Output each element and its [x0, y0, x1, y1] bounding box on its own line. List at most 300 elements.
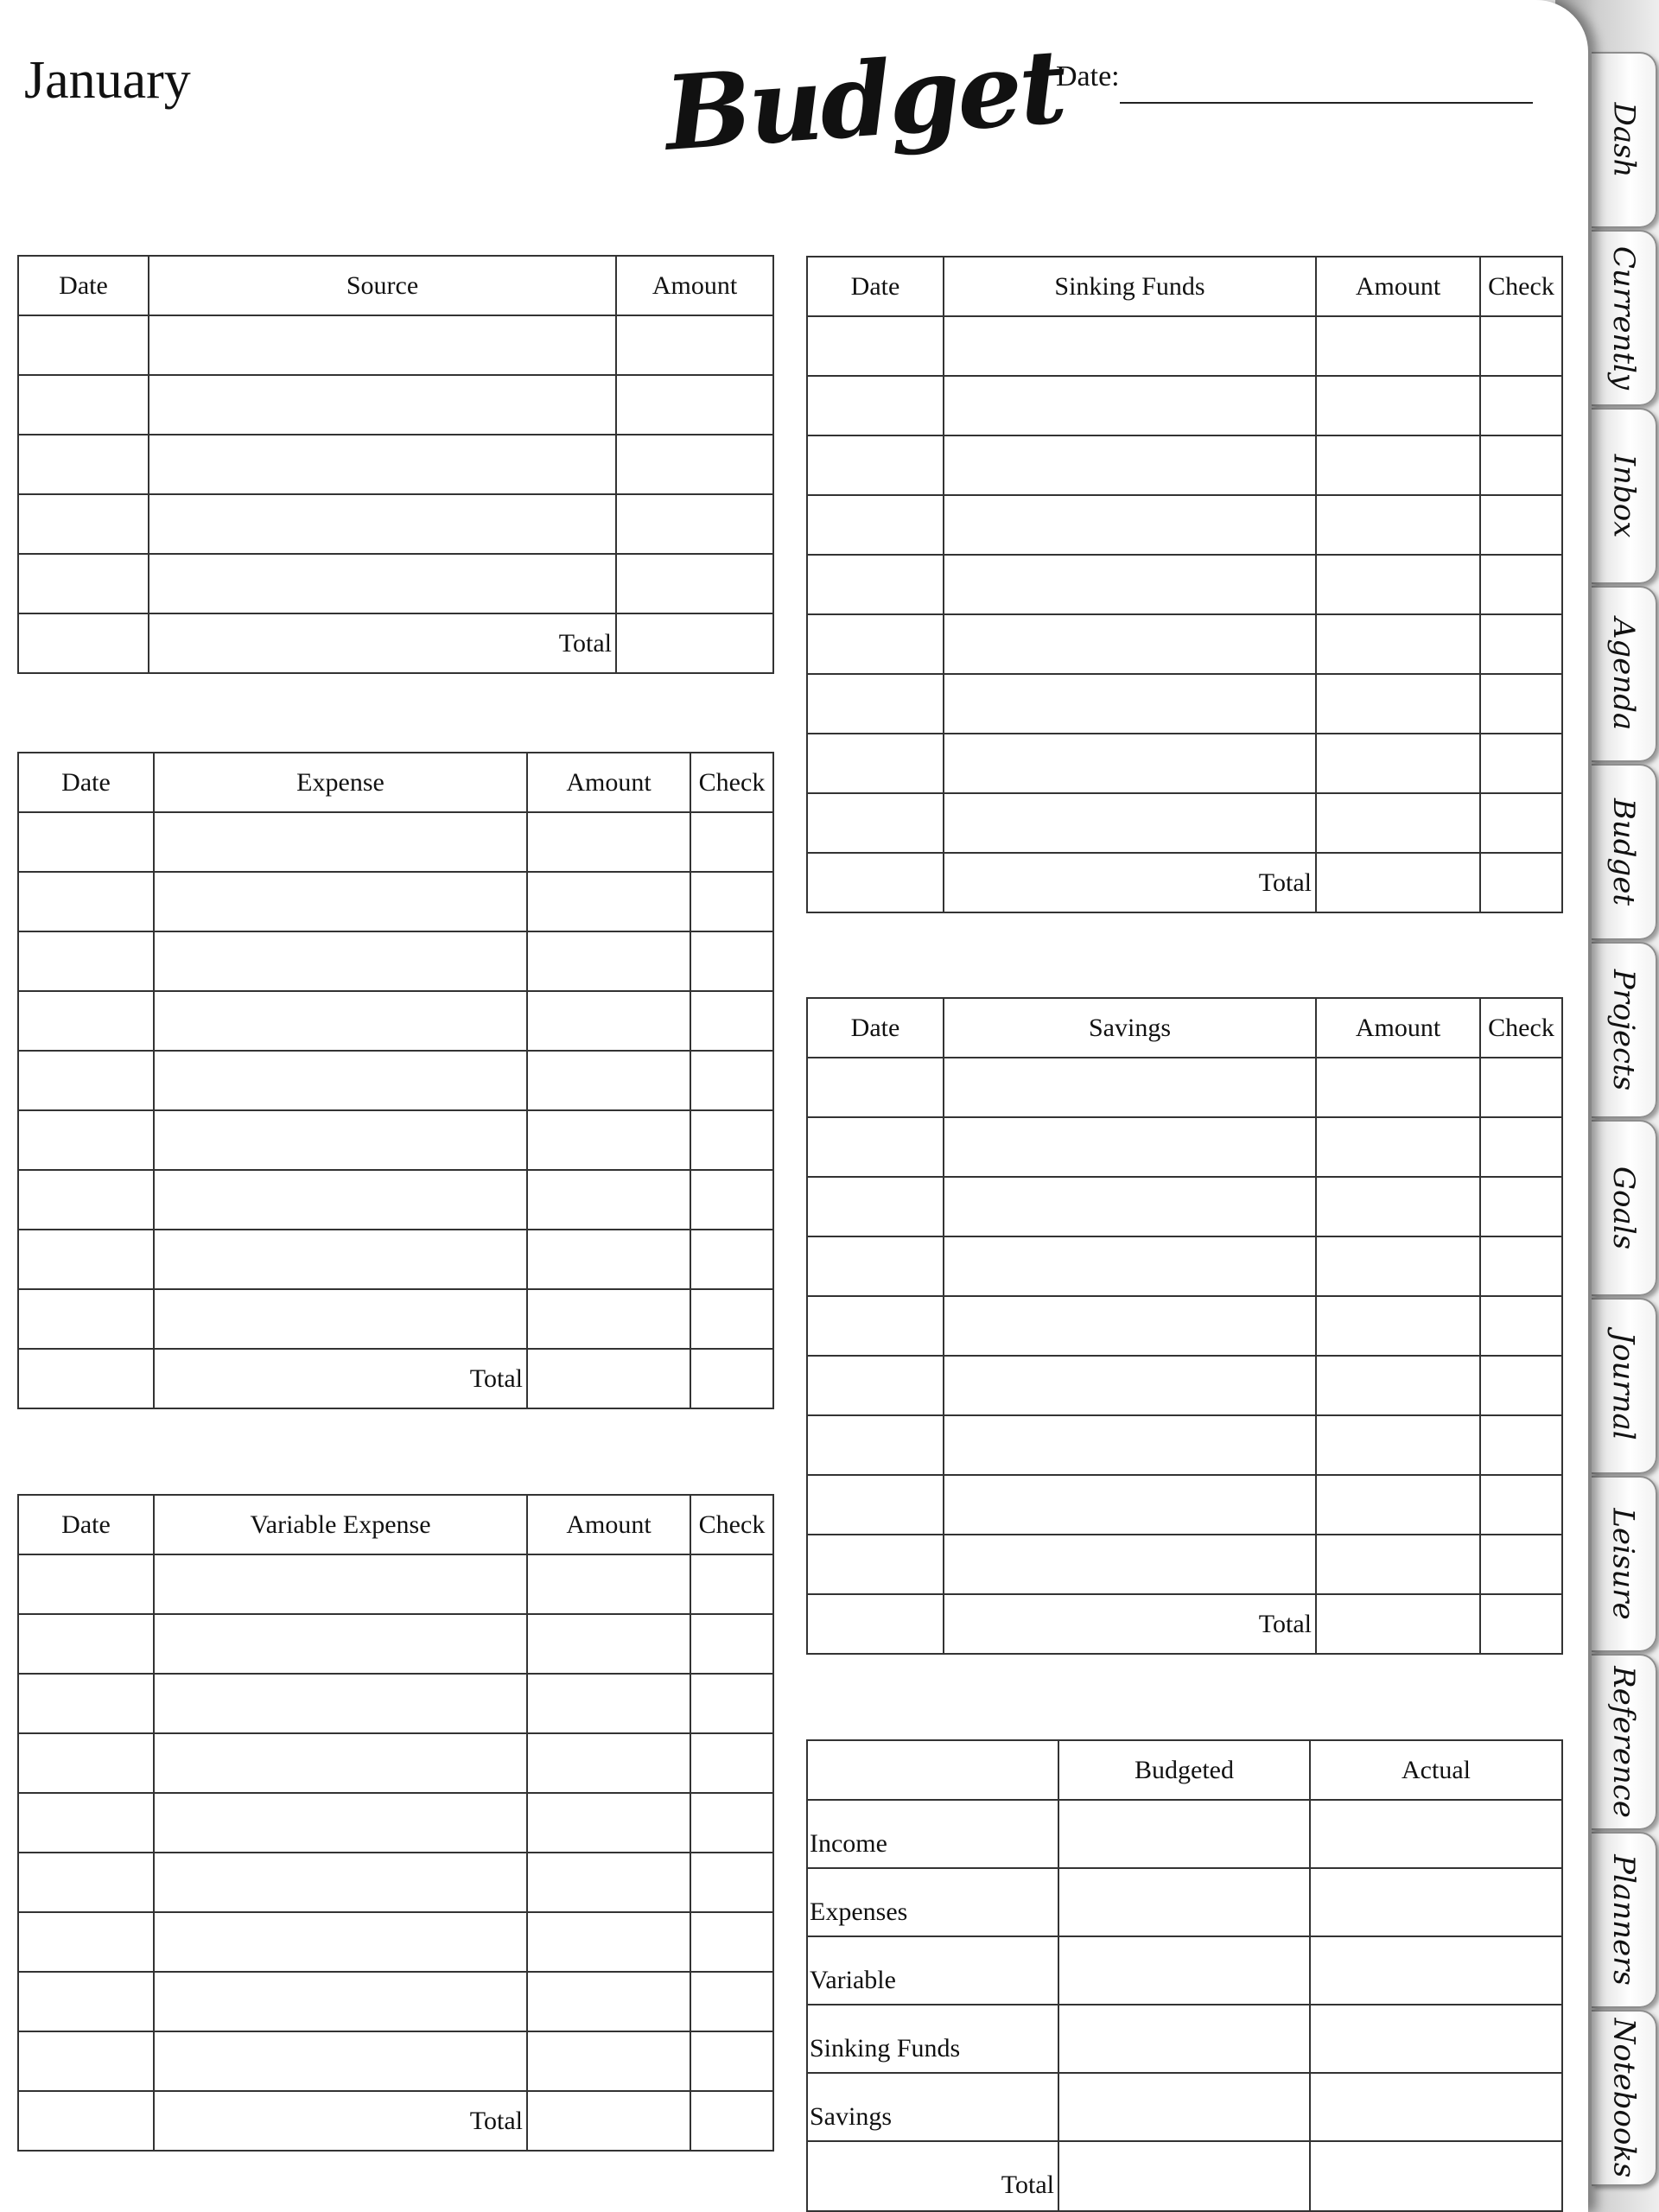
entry-cell[interactable] [1480, 316, 1562, 376]
entry-cell[interactable] [527, 872, 690, 931]
budgeted-cell[interactable] [1058, 1800, 1310, 1868]
entry-cell[interactable] [1480, 1415, 1562, 1475]
total-value-cell[interactable] [690, 1349, 773, 1408]
tab-inbox[interactable] [1592, 408, 1657, 584]
entry-cell[interactable] [807, 1415, 944, 1475]
entry-cell[interactable] [944, 734, 1316, 793]
total-value-cell[interactable] [1480, 853, 1562, 912]
table-row [807, 555, 1562, 614]
column-header: Check [690, 1495, 773, 1554]
entry-cell[interactable] [149, 315, 616, 375]
column-header: Check [1480, 998, 1562, 1058]
summary-row-label: Sinking Funds [807, 2005, 1058, 2073]
total-row [18, 1349, 773, 1408]
tab-label: Journal [1606, 1332, 1642, 1440]
entry-cell[interactable] [1316, 734, 1480, 793]
table-row [807, 1058, 1562, 1117]
entry-cell[interactable] [527, 812, 690, 872]
entry-cell[interactable] [690, 1853, 773, 1912]
table-row [807, 1356, 1562, 1415]
column-header: Variable Expense [154, 1495, 527, 1554]
entry-cell[interactable] [527, 1289, 690, 1349]
entry-cell[interactable] [690, 1674, 773, 1733]
actual-cell[interactable] [1310, 2005, 1562, 2073]
total-value-cell[interactable] [1316, 853, 1480, 912]
entry-cell[interactable] [1480, 793, 1562, 853]
entry-cell[interactable] [1480, 1475, 1562, 1535]
entry-cell[interactable] [1316, 1236, 1480, 1296]
table-row [18, 1614, 773, 1674]
summary-row-label: Variable [807, 1936, 1058, 2005]
entry-cell[interactable] [1316, 793, 1480, 853]
entry-cell[interactable] [690, 1230, 773, 1289]
tab-label: Planners [1606, 1854, 1642, 1986]
tab-planners[interactable] [1592, 1832, 1657, 2008]
entry-cell[interactable] [807, 1594, 944, 1654]
entry-cell[interactable] [154, 1793, 527, 1853]
entry-cell[interactable] [154, 931, 527, 991]
entry-cell[interactable] [527, 931, 690, 991]
entry-cell[interactable] [690, 1554, 773, 1614]
table-row [807, 734, 1562, 793]
entry-cell[interactable] [944, 1177, 1316, 1236]
table-row [18, 1170, 773, 1230]
tab-label: Agenda [1606, 617, 1641, 731]
entry-cell[interactable] [154, 1733, 527, 1793]
entry-cell[interactable] [1316, 435, 1480, 495]
entry-cell[interactable] [616, 315, 773, 375]
actual-cell[interactable] [1310, 2073, 1562, 2141]
column-header: Date [807, 257, 944, 316]
entry-cell[interactable] [18, 315, 149, 375]
entry-cell[interactable] [1316, 1415, 1480, 1475]
entry-cell[interactable] [154, 1051, 527, 1110]
entry-cell[interactable] [527, 1051, 690, 1110]
table-row [807, 1296, 1562, 1356]
entry-cell[interactable] [944, 555, 1316, 614]
table-row [807, 1117, 1562, 1177]
entry-cell[interactable] [1316, 674, 1480, 734]
tab-goals[interactable] [1592, 1120, 1657, 1296]
variable-expense-table [17, 1494, 774, 2152]
entry-cell[interactable] [807, 435, 944, 495]
table-row [18, 812, 773, 872]
page-title: Budget [661, 25, 1068, 174]
entry-cell[interactable] [18, 1733, 154, 1793]
entry-cell[interactable] [690, 1051, 773, 1110]
entry-cell[interactable] [154, 991, 527, 1051]
month-label: January [24, 51, 191, 110]
entry-cell[interactable] [1316, 1535, 1480, 1594]
entry-cell[interactable] [944, 376, 1316, 435]
entry-cell[interactable] [527, 1674, 690, 1733]
actual-cell[interactable] [1310, 1800, 1562, 1868]
entry-cell[interactable] [154, 812, 527, 872]
table-row [18, 554, 773, 613]
entry-cell[interactable] [527, 1110, 690, 1170]
entry-cell[interactable] [807, 674, 944, 734]
entry-cell[interactable] [18, 1912, 154, 1972]
entry-cell[interactable] [527, 1170, 690, 1230]
table-row [18, 1733, 773, 1793]
entry-cell[interactable] [154, 1554, 527, 1614]
entry-cell[interactable] [1316, 1117, 1480, 1177]
entry-cell[interactable] [807, 1296, 944, 1356]
entry-cell[interactable] [807, 376, 944, 435]
entry-cell[interactable] [149, 554, 616, 613]
entry-cell[interactable] [18, 1051, 154, 1110]
tab-label: Inbox [1606, 454, 1641, 538]
entry-cell[interactable] [18, 554, 149, 613]
entry-cell[interactable] [1316, 1475, 1480, 1535]
entry-cell[interactable] [807, 1117, 944, 1177]
entry-cell[interactable] [690, 1912, 773, 1972]
entry-cell[interactable] [1480, 495, 1562, 555]
entry-cell[interactable] [690, 1793, 773, 1853]
total-value-cell[interactable] [527, 1349, 690, 1408]
entry-cell[interactable] [1316, 316, 1480, 376]
entry-cell[interactable] [690, 1972, 773, 2031]
table-row [18, 435, 773, 494]
tab-reference[interactable] [1592, 1654, 1657, 1830]
tab-label: Budget [1606, 798, 1642, 906]
entry-cell[interactable] [154, 1230, 527, 1289]
budgeted-cell[interactable] [1058, 2073, 1310, 2141]
entry-cell[interactable] [18, 812, 154, 872]
table-row [807, 316, 1562, 376]
table-row [18, 2031, 773, 2091]
entry-cell[interactable] [807, 734, 944, 793]
entry-cell[interactable] [18, 872, 154, 931]
entry-cell[interactable] [944, 495, 1316, 555]
budgeted-cell[interactable] [1058, 1868, 1310, 1936]
column-header: Budgeted [1058, 1740, 1310, 1800]
entry-cell[interactable] [527, 1230, 690, 1289]
budgeted-cell[interactable] [1058, 2005, 1310, 2073]
table-row [807, 376, 1562, 435]
tab-label: Goals [1606, 1166, 1642, 1250]
entry-cell[interactable] [154, 1170, 527, 1230]
entry-cell[interactable] [807, 1236, 944, 1296]
total-value-cell[interactable] [527, 2091, 690, 2151]
total-row [18, 613, 773, 673]
entry-cell[interactable] [1316, 555, 1480, 614]
date-field-line[interactable] [1120, 102, 1533, 104]
table-row [18, 315, 773, 375]
table-row [18, 1051, 773, 1110]
entry-cell[interactable] [944, 1117, 1316, 1177]
total-value-cell[interactable] [1480, 1594, 1562, 1654]
table-row [18, 1972, 773, 2031]
entry-cell[interactable] [18, 991, 154, 1051]
column-header: Expense [154, 753, 527, 812]
entry-cell[interactable] [807, 614, 944, 674]
entry-cell[interactable] [154, 2031, 527, 2091]
table-row [18, 1912, 773, 1972]
entry-cell[interactable] [944, 793, 1316, 853]
entry-cell[interactable] [18, 2091, 154, 2151]
entry-cell[interactable] [807, 1177, 944, 1236]
entry-cell[interactable] [527, 1733, 690, 1793]
entry-cell[interactable] [944, 1236, 1316, 1296]
table-row [807, 614, 1562, 674]
entry-cell[interactable] [944, 1356, 1316, 1415]
tab-label: Currently [1606, 245, 1641, 391]
entry-cell[interactable] [527, 1853, 690, 1912]
header-row [807, 1740, 1562, 1800]
income-table [17, 255, 774, 674]
column-header: Actual [1310, 1740, 1562, 1800]
header-row [807, 257, 1562, 316]
entry-cell[interactable] [18, 375, 149, 435]
summary-row-label: Expenses [807, 1868, 1058, 1936]
entry-cell[interactable] [807, 793, 944, 853]
entry-cell[interactable] [18, 1110, 154, 1170]
entry-cell[interactable] [690, 1614, 773, 1674]
entry-cell[interactable] [527, 991, 690, 1051]
entry-cell[interactable] [18, 1289, 154, 1349]
total-label: Total [149, 613, 616, 673]
date-label: Date: [1056, 60, 1120, 92]
entry-cell[interactable] [1316, 614, 1480, 674]
entry-cell[interactable] [18, 494, 149, 554]
total-label: Total [944, 1594, 1316, 1654]
column-header: Check [1480, 257, 1562, 316]
entry-cell[interactable] [1480, 1177, 1562, 1236]
table-row [18, 1554, 773, 1614]
entry-cell[interactable] [18, 2031, 154, 2091]
budgeted-total-cell[interactable] [1058, 2141, 1310, 2211]
summary-row [807, 1800, 1562, 1868]
entry-cell[interactable] [944, 674, 1316, 734]
entry-cell[interactable] [690, 1110, 773, 1170]
entry-cell[interactable] [149, 435, 616, 494]
total-value-cell[interactable] [616, 613, 773, 673]
entry-cell[interactable] [1316, 495, 1480, 555]
entry-cell[interactable] [18, 1349, 154, 1408]
total-label: Total [154, 1349, 527, 1408]
entry-cell[interactable] [1316, 376, 1480, 435]
sinking-funds-table [806, 256, 1563, 913]
entry-cell[interactable] [616, 554, 773, 613]
entry-cell[interactable] [154, 1853, 527, 1912]
header-row [18, 1495, 773, 1554]
entry-cell[interactable] [18, 1793, 154, 1853]
entry-cell[interactable] [944, 1535, 1316, 1594]
entry-cell[interactable] [690, 991, 773, 1051]
table-row [18, 1793, 773, 1853]
entry-cell[interactable] [154, 1912, 527, 1972]
entry-cell[interactable] [18, 613, 149, 673]
expense-table [17, 752, 774, 1409]
table-row [807, 1475, 1562, 1535]
table-row [18, 931, 773, 991]
table-row [807, 1236, 1562, 1296]
entry-cell[interactable] [690, 1733, 773, 1793]
total-row [18, 2091, 773, 2151]
tab-currently[interactable] [1592, 230, 1657, 406]
entry-cell[interactable] [944, 614, 1316, 674]
table-row [18, 1289, 773, 1349]
entry-cell[interactable] [690, 872, 773, 931]
column-header: Date [18, 1495, 154, 1554]
entry-cell[interactable] [527, 1972, 690, 2031]
entry-cell[interactable] [807, 1475, 944, 1535]
entry-cell[interactable] [807, 1356, 944, 1415]
entry-cell[interactable] [1480, 1117, 1562, 1177]
entry-cell[interactable] [1316, 1296, 1480, 1356]
entry-cell[interactable] [690, 812, 773, 872]
entry-cell[interactable] [527, 1912, 690, 1972]
entry-cell[interactable] [616, 494, 773, 554]
entry-cell[interactable] [1480, 1058, 1562, 1117]
entry-cell[interactable] [527, 2031, 690, 2091]
column-header: Check [690, 753, 773, 812]
total-value-cell[interactable] [1316, 1594, 1480, 1654]
entry-cell[interactable] [1480, 734, 1562, 793]
column-header: Amount [616, 256, 773, 315]
entry-cell[interactable] [527, 1793, 690, 1853]
tab-leisure[interactable] [1592, 1476, 1657, 1652]
entry-cell[interactable] [154, 1110, 527, 1170]
tab-projects[interactable] [1592, 942, 1657, 1118]
entry-cell[interactable] [154, 872, 527, 931]
entry-cell[interactable] [1480, 376, 1562, 435]
total-label: Total [944, 853, 1316, 912]
entry-cell[interactable] [1480, 674, 1562, 734]
table-row [807, 674, 1562, 734]
column-header: Date [18, 753, 154, 812]
entry-cell[interactable] [18, 1170, 154, 1230]
entry-cell[interactable] [807, 853, 944, 912]
column-header: Amount [1316, 257, 1480, 316]
tab-label: Reference [1606, 1666, 1641, 1818]
entry-cell[interactable] [18, 1853, 154, 1912]
entry-cell[interactable] [807, 495, 944, 555]
summary-row-label: Savings [807, 2073, 1058, 2141]
table-row [18, 991, 773, 1051]
tab-label: Notebooks [1606, 2018, 1642, 2178]
tab-budget[interactable] [1592, 764, 1657, 940]
summary-row [807, 1936, 1562, 2005]
entry-cell[interactable] [944, 1058, 1316, 1117]
summary-row [807, 2073, 1562, 2141]
entry-cell[interactable] [527, 1614, 690, 1674]
entry-cell[interactable] [1480, 1535, 1562, 1594]
entry-cell[interactable] [807, 1058, 944, 1117]
entry-cell[interactable] [690, 2031, 773, 2091]
tab-journal[interactable] [1592, 1298, 1657, 1474]
table-row [807, 435, 1562, 495]
entry-cell[interactable] [18, 1614, 154, 1674]
summary-row [807, 2005, 1562, 2073]
entry-cell[interactable] [154, 1289, 527, 1349]
column-header [807, 1740, 1058, 1800]
tab-label: Dash [1606, 102, 1642, 178]
entry-cell[interactable] [616, 435, 773, 494]
entry-cell[interactable] [154, 1972, 527, 2031]
actual-cell[interactable] [1310, 1868, 1562, 1936]
entry-cell[interactable] [18, 1972, 154, 2031]
column-header: Date [18, 256, 149, 315]
entry-cell[interactable] [154, 1614, 527, 1674]
tab-label: Leisure [1606, 1508, 1642, 1620]
entry-cell[interactable] [1480, 1236, 1562, 1296]
actual-cell[interactable] [1310, 1936, 1562, 2005]
entry-cell[interactable] [527, 1554, 690, 1614]
entry-cell[interactable] [944, 435, 1316, 495]
entry-cell[interactable] [1480, 1296, 1562, 1356]
entry-cell[interactable] [1316, 1356, 1480, 1415]
actual-total-cell[interactable] [1310, 2141, 1562, 2211]
table-row [807, 1535, 1562, 1594]
total-row [807, 1594, 1562, 1654]
summary-row [807, 1868, 1562, 1936]
entry-cell[interactable] [18, 1554, 154, 1614]
tab-agenda[interactable] [1592, 586, 1657, 762]
entry-cell[interactable] [149, 494, 616, 554]
total-label: Total [154, 2091, 527, 2151]
column-header: Date [807, 998, 944, 1058]
total-row [807, 2141, 1562, 2211]
total-label: Total [807, 2141, 1058, 2211]
table-row [18, 494, 773, 554]
entry-cell[interactable] [1316, 1058, 1480, 1117]
entry-cell[interactable] [944, 1415, 1316, 1475]
entry-cell[interactable] [154, 1674, 527, 1733]
entry-cell[interactable] [1480, 555, 1562, 614]
summary-table [806, 1739, 1563, 2212]
table-row [18, 375, 773, 435]
entry-cell[interactable] [807, 316, 944, 376]
entry-cell[interactable] [149, 375, 616, 435]
tab-notebooks[interactable] [1592, 2010, 1657, 2186]
column-header: Sinking Funds [944, 257, 1316, 316]
table-row [807, 793, 1562, 853]
summary-row-label: Income [807, 1800, 1058, 1868]
savings-table [806, 997, 1563, 1655]
entry-cell[interactable] [18, 1674, 154, 1733]
tab-dash[interactable] [1592, 52, 1657, 228]
entry-cell[interactable] [807, 1535, 944, 1594]
entry-cell[interactable] [944, 1475, 1316, 1535]
table-row [807, 495, 1562, 555]
entry-cell[interactable] [1480, 435, 1562, 495]
entry-cell[interactable] [1316, 1177, 1480, 1236]
budgeted-cell[interactable] [1058, 1936, 1310, 2005]
entry-cell[interactable] [1480, 1356, 1562, 1415]
total-row [807, 853, 1562, 912]
column-header: Amount [1316, 998, 1480, 1058]
table-row [18, 872, 773, 931]
entry-cell[interactable] [1480, 614, 1562, 674]
entry-cell[interactable] [690, 931, 773, 991]
entry-cell[interactable] [690, 1289, 773, 1349]
entry-cell[interactable] [18, 435, 149, 494]
header-row [807, 998, 1562, 1058]
entry-cell[interactable] [944, 316, 1316, 376]
entry-cell[interactable] [944, 1296, 1316, 1356]
entry-cell[interactable] [616, 375, 773, 435]
table-row [18, 1230, 773, 1289]
table-row [807, 1177, 1562, 1236]
entry-cell[interactable] [807, 555, 944, 614]
entry-cell[interactable] [690, 1170, 773, 1230]
total-value-cell[interactable] [690, 2091, 773, 2151]
entry-cell[interactable] [18, 931, 154, 991]
table-row [807, 1415, 1562, 1475]
entry-cell[interactable] [18, 1230, 154, 1289]
